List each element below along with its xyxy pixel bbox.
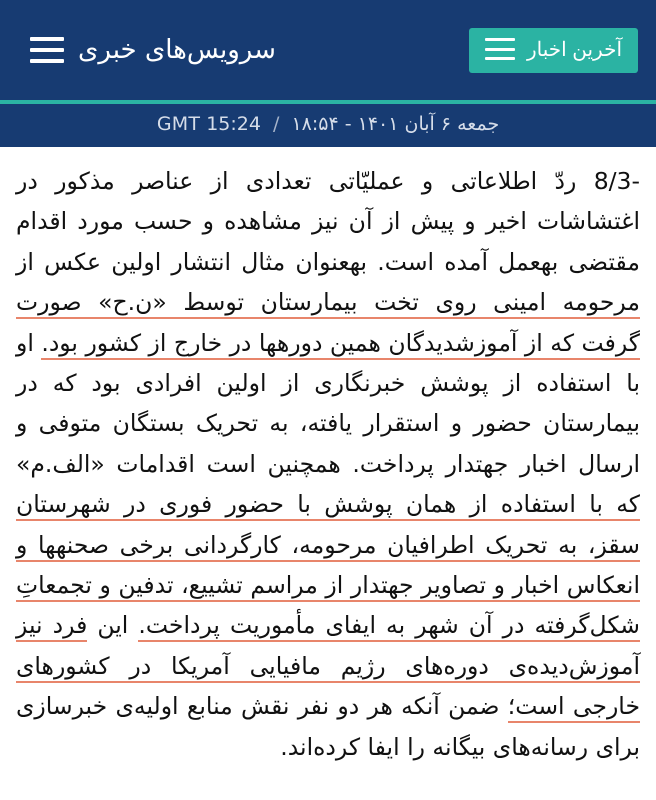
highlighted-text: فرد نیز آموزش‌دیده‌ی دوره‌های رژیم مافیایی آمریکا در کشورهای خارجی است؛: [16, 611, 640, 723]
highlighted-text: مرحومه امینی روی تخت بیمارستان توسط «ن.ح» صورت گرفت که از آموزشدیدگان همین دورهها در خارج از کشور بود.: [16, 288, 640, 359]
latest-news-button[interactable]: [469, 28, 638, 73]
article-paragraph: [16, 161, 640, 767]
date-time-bar: [0, 104, 656, 147]
article-text: او با استفاده از پوشش خبرنگاری از اولین افرادی بود که در بیمارستان حضور و استقرار یافته، به تحریک بستگان متوفی و ارسال اخبار جهتدار پرداخت. همچنین است اقدامات «الف.م»: [16, 328, 640, 478]
article-text: ضمن آنکه هر دو نفر نقش منابع اولیه‌ی خبرسازی برای رسانه‌های بیگانه را ایفا کرده‌اند.: [16, 692, 640, 761]
article-text: -8/3 ردّ اطلاعاتی و عملیّاتی تعدادی از عناصر مذکور در اغتشاشات اخیر و پیش از آن نیز مشاهده و حسب مورد اقدام مقتضی بهعمل آمده است. بهعنوان مثال انتشار اولین عکس از: [16, 167, 640, 276]
publish-date: جمعه ۶ آبان ۱۴۰۱ - ۱۸:۵۴: [291, 113, 500, 135]
menu-hamburger-icon[interactable]: [30, 37, 64, 63]
page-title: سرویس‌های خبری: [78, 35, 276, 65]
highlighted-text: که با استفاده از همان پوشش با حضور فوری در شهرستان سقز، به تحریک اطرافیان مرحومه، کارگردانی برخی صحنهها و انعکاس اخبار و تصاویر جهتدار از مراسم تشییع، تدفین و تجمعاتِ شکل‌گرفته در آن شهر به ایفای مأموریت پرداخت.: [16, 490, 640, 642]
page-header: [0, 0, 656, 100]
publish-time-gmt: 15:24 GMT: [156, 113, 261, 135]
date-separator: /: [273, 113, 280, 135]
article-body: [0, 147, 656, 777]
latest-news-label: آخرین اخبار: [526, 38, 622, 61]
article-text: این: [87, 611, 139, 640]
hamburger-icon: [485, 38, 515, 60]
